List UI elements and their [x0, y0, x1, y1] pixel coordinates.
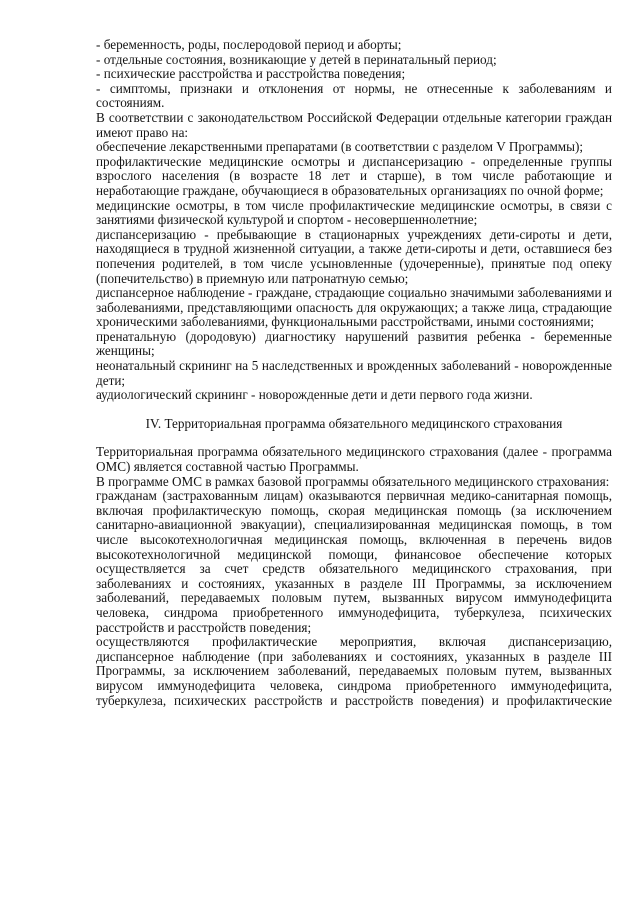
paragraph-preventive-measures: осуществляются профилактические мероприятия, включая диспансеризацию, диспансерное наблюдение (при заболеваниях и состояниях, указанных в разделе III Программы, за исключением заболеваний, передаваемых половым путем, вызванных вирусом иммунодефицита человека, синдрома приобретенного иммунодефицита, туберкулеза, психических расстройств и расстройств поведения) и профилактические [96, 634, 612, 708]
paragraph-categories: В соответствии с законодательством Российской Федерации отдельные категории граждан имеют право на: [96, 109, 612, 140]
section-heading: IV. Территориальная программа обязательного медицинского страхования [145, 415, 563, 431]
paragraph-citizens-care: гражданам (застрахованным лицам) оказываются первичная медико-санитарная помощь, включая профилактическую помощь, скорая медицинская помощь (за исключением санитарно-авиационной эвакуации), специализированная медицинская помощь, в том числе высокотехнологичная медицинская помощь, включенная в перечень видов высокотехнологичной медицинской помощи, финансовое обеспечение которых осуществляется за счет средств обязательного медицинского страхования, при заболеваниях и состояниях, указанных в разделе III Программы, за исключением заболеваний, передаваемых половым путем, вызванных вирусом иммунодефицита человека, синдрома приобретенного иммунодефицита, туберкулеза, психических расстройств и расстройств поведения; [96, 488, 612, 635]
paragraph-prof-exams: профилактические медицинские осмотры и диспансеризацию - определенные группы взрослого населения (в возрасте 18 лет и старше), в том числе работающие и неработающие граждане, обучающиеся в образовательных организациях по очной форме; [96, 153, 612, 198]
paragraph-medical-exams: медицинские осмотры, в том числе профилактические медицинские осмотры, в связи с занятиями физической культурой и спортом - несовершеннолетние; [96, 197, 612, 228]
paragraph-neonatal: неонатальный скрининг на 5 наследственных и врожденных заболеваний - новорожденные дети; [96, 358, 612, 388]
paragraph-drugs: обеспечение лекарственными препаратами (в соответствии с разделом V Программы); [96, 139, 584, 155]
list-item-pregnancy: - беременность, роды, послеродовой период и аборты; [96, 37, 402, 52]
spacer [96, 403, 612, 417]
paragraph-prenatal: пренатальную (дородовую) диагностику нарушений развития ребенка - беременные женщины; [96, 328, 612, 359]
paragraph-dispensary-observation: диспансерное наблюдение - граждане, страдающие социально значимыми заболеваниями и заболеваниями, представляющими опасность для окружающих; а также лица, страдающие хроническими заболеваниями, функциональными расстройствами, иными состояниями; [96, 285, 612, 330]
paragraph-oms-program: Территориальная программа обязательного медицинского страхования (далее - программа ОМС) является составной частью Программы. [96, 444, 612, 475]
list-item-perinatal: - отдельные состояния, возникающие у детей в перинатальный период; [96, 51, 497, 67]
paragraph-dispanserization: диспансеризацию - пребывающие в стационарных учреждениях дети-сироты и дети, находящиеся в трудной жизненной ситуации, а также дети-сироты и дети, оставшиеся без попечения родителей, в том числе усыновленные (удочеренные), принятые под опеку (попечительство) в приемную или патронатную семью; [96, 226, 612, 286]
document-body [96, 38, 612, 708]
spacer [96, 431, 612, 445]
list-item-mental: - психические расстройства и расстройства поведения; [96, 66, 406, 82]
list-item-symptoms: - симптомы, признаки и отклонения от нормы, не отнесенные к заболеваниям и состояниям. [96, 80, 612, 111]
paragraph-audiology: аудиологический скрининг - новорожденные дети и дети первого года жизни. [96, 387, 533, 403]
paragraph-oms-basic: В программе ОМС в рамках базовой программы обязательного медицинского страхования: [96, 473, 610, 489]
